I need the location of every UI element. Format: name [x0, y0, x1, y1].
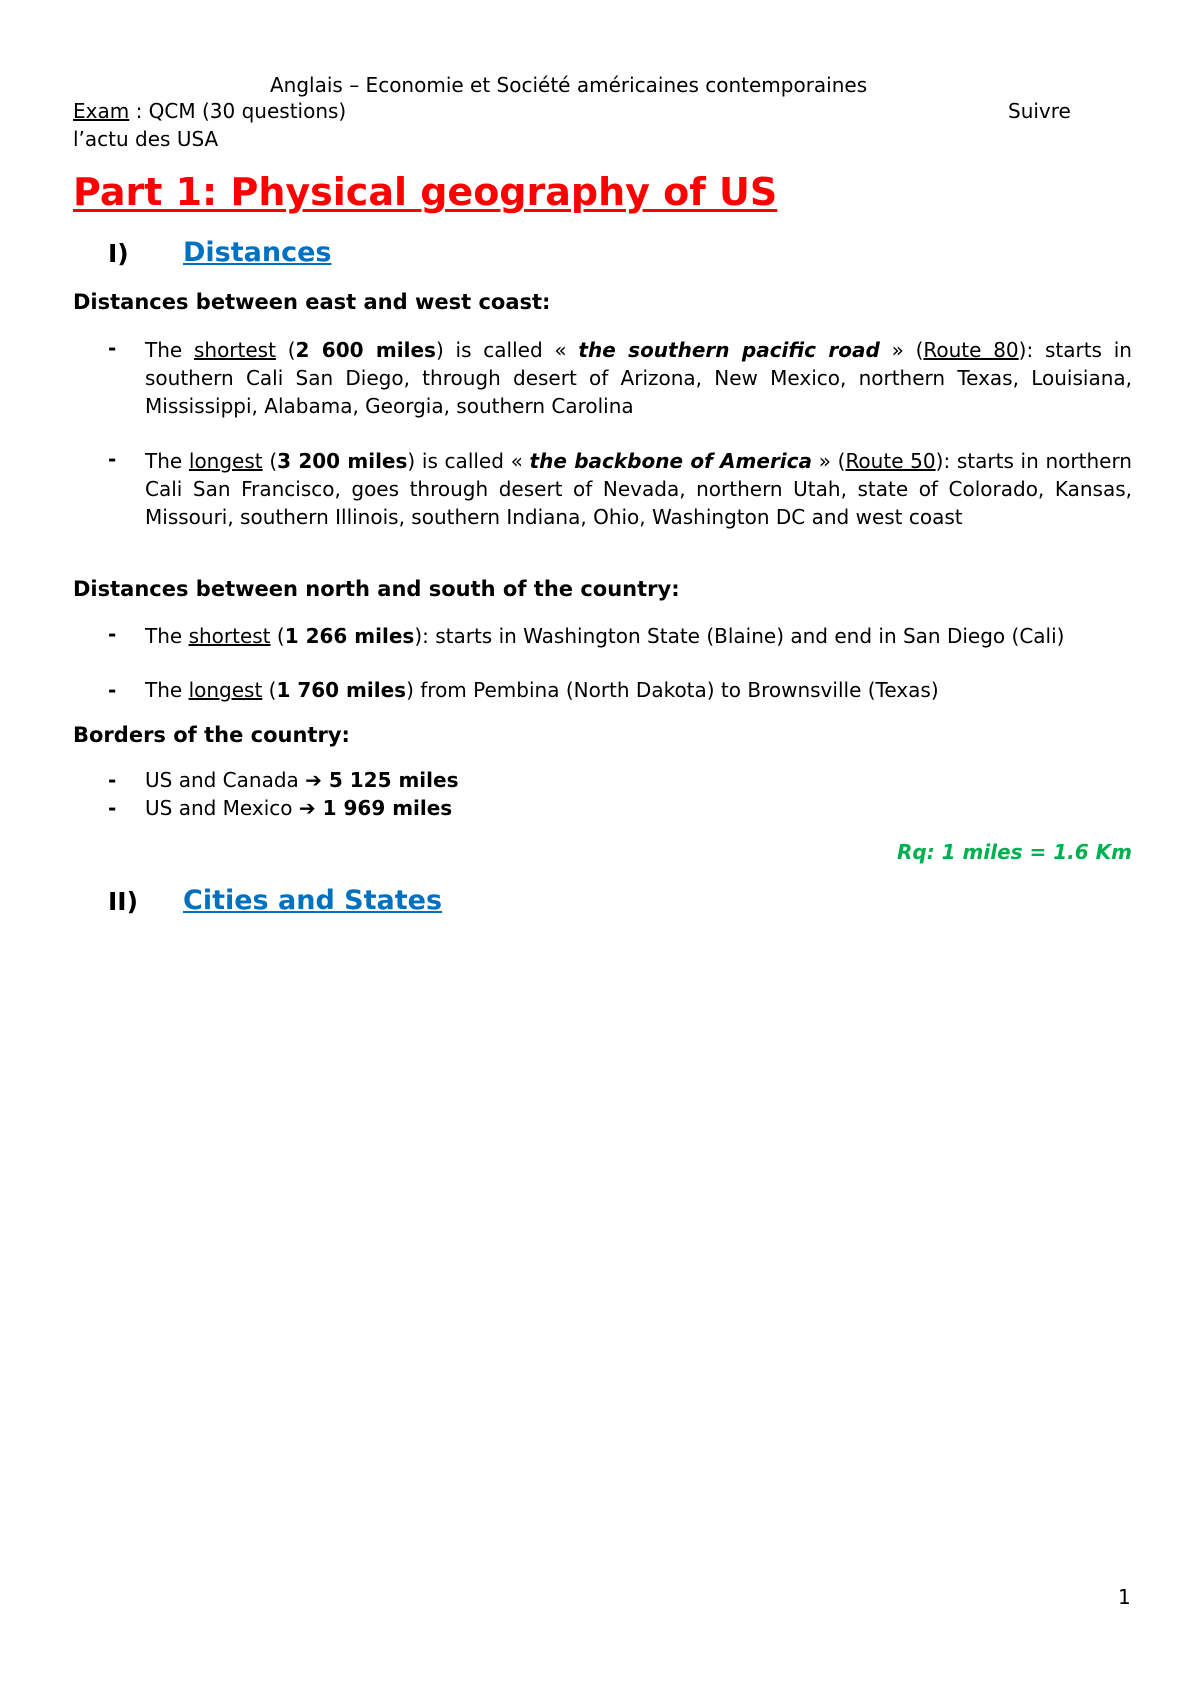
north-south-heading: Distances between north and south of the country:	[73, 577, 680, 601]
section-1-title: Distances	[183, 237, 332, 268]
distance-value: 3 200 miles	[277, 449, 408, 473]
distance-value: 2 600 miles	[295, 338, 436, 362]
conversion-note: Rq: 1 miles = 1.6 Km	[897, 840, 1132, 864]
longest-label: longest	[188, 449, 263, 473]
part-title: Part 1: Physical geography of US	[73, 170, 778, 214]
route-label: Route 50	[845, 449, 936, 473]
bullet-dash: -	[108, 768, 117, 792]
east-west-shortest: The shortest (2 600 miles) is called « the southern pacific road » (Route 80): starts in southern Cali San Diego, through desert of Arizona, New Mexico, northern Texas, Louisiana, Mississippi, Alabama, Georgia, southern Carolina	[145, 338, 1132, 418]
course-title: Anglais – Economie et Société américaines contemporaines	[270, 73, 868, 97]
bullet-dash: -	[108, 447, 117, 471]
distance-value: 1 760 miles	[276, 678, 407, 702]
follow-news-part2: l’actu des USA	[73, 127, 219, 151]
distance-value: 1 266 miles	[284, 624, 415, 648]
border-mexico: US and Mexico ➔ 1 969 miles	[145, 796, 453, 820]
shortest-label: shortest	[193, 338, 276, 362]
section-1-number: I)	[108, 239, 129, 268]
exam-label: Exam	[73, 99, 130, 123]
arrow-right-icon: ➔	[298, 796, 316, 820]
borders-heading: Borders of the country:	[73, 723, 350, 747]
border-canada: US and Canada ➔ 5 125 miles	[145, 768, 459, 792]
exam-line	[73, 99, 346, 123]
north-south-longest: The longest (1 760 miles) from Pembina (North Dakota) to Brownsville (Texas)	[145, 678, 939, 702]
distance-value: 1 969 miles	[315, 796, 453, 820]
road-name: the southern pacific road	[578, 338, 880, 362]
longest-label: longest	[188, 678, 263, 702]
arrow-right-icon: ➔	[305, 768, 322, 792]
north-south-shortest: The shortest (1 266 miles): starts in Washington State (Blaine) and end in San Diego (Cali)	[145, 624, 1065, 648]
page-number: 1	[1118, 1585, 1131, 1609]
bullet-dash: -	[108, 796, 117, 820]
east-west-heading: Distances between east and west coast:	[73, 290, 551, 314]
section-2-number: II)	[108, 887, 139, 916]
bullet-dash: -	[108, 622, 117, 646]
bullet-dash: -	[108, 678, 117, 702]
exam-info: : QCM (30 questions)	[129, 99, 347, 123]
route-label: Route 80	[923, 338, 1019, 362]
follow-news-part1: Suivre	[1008, 99, 1071, 123]
shortest-label: shortest	[188, 624, 271, 648]
road-name: the backbone of America	[529, 449, 813, 473]
east-west-longest: The longest (3 200 miles) is called « the backbone of America » (Route 50): starts in northern Cali San Francisco, goes through desert of Nevada, northern Utah, state of Colorado, Kansas, Missouri, southern Illinois, southern Indiana, Ohio, Washington DC and west coast	[145, 449, 1132, 529]
distance-value: 5 125 miles	[321, 768, 459, 792]
bullet-dash: -	[108, 336, 117, 360]
section-2-title: Cities and States	[183, 885, 443, 916]
